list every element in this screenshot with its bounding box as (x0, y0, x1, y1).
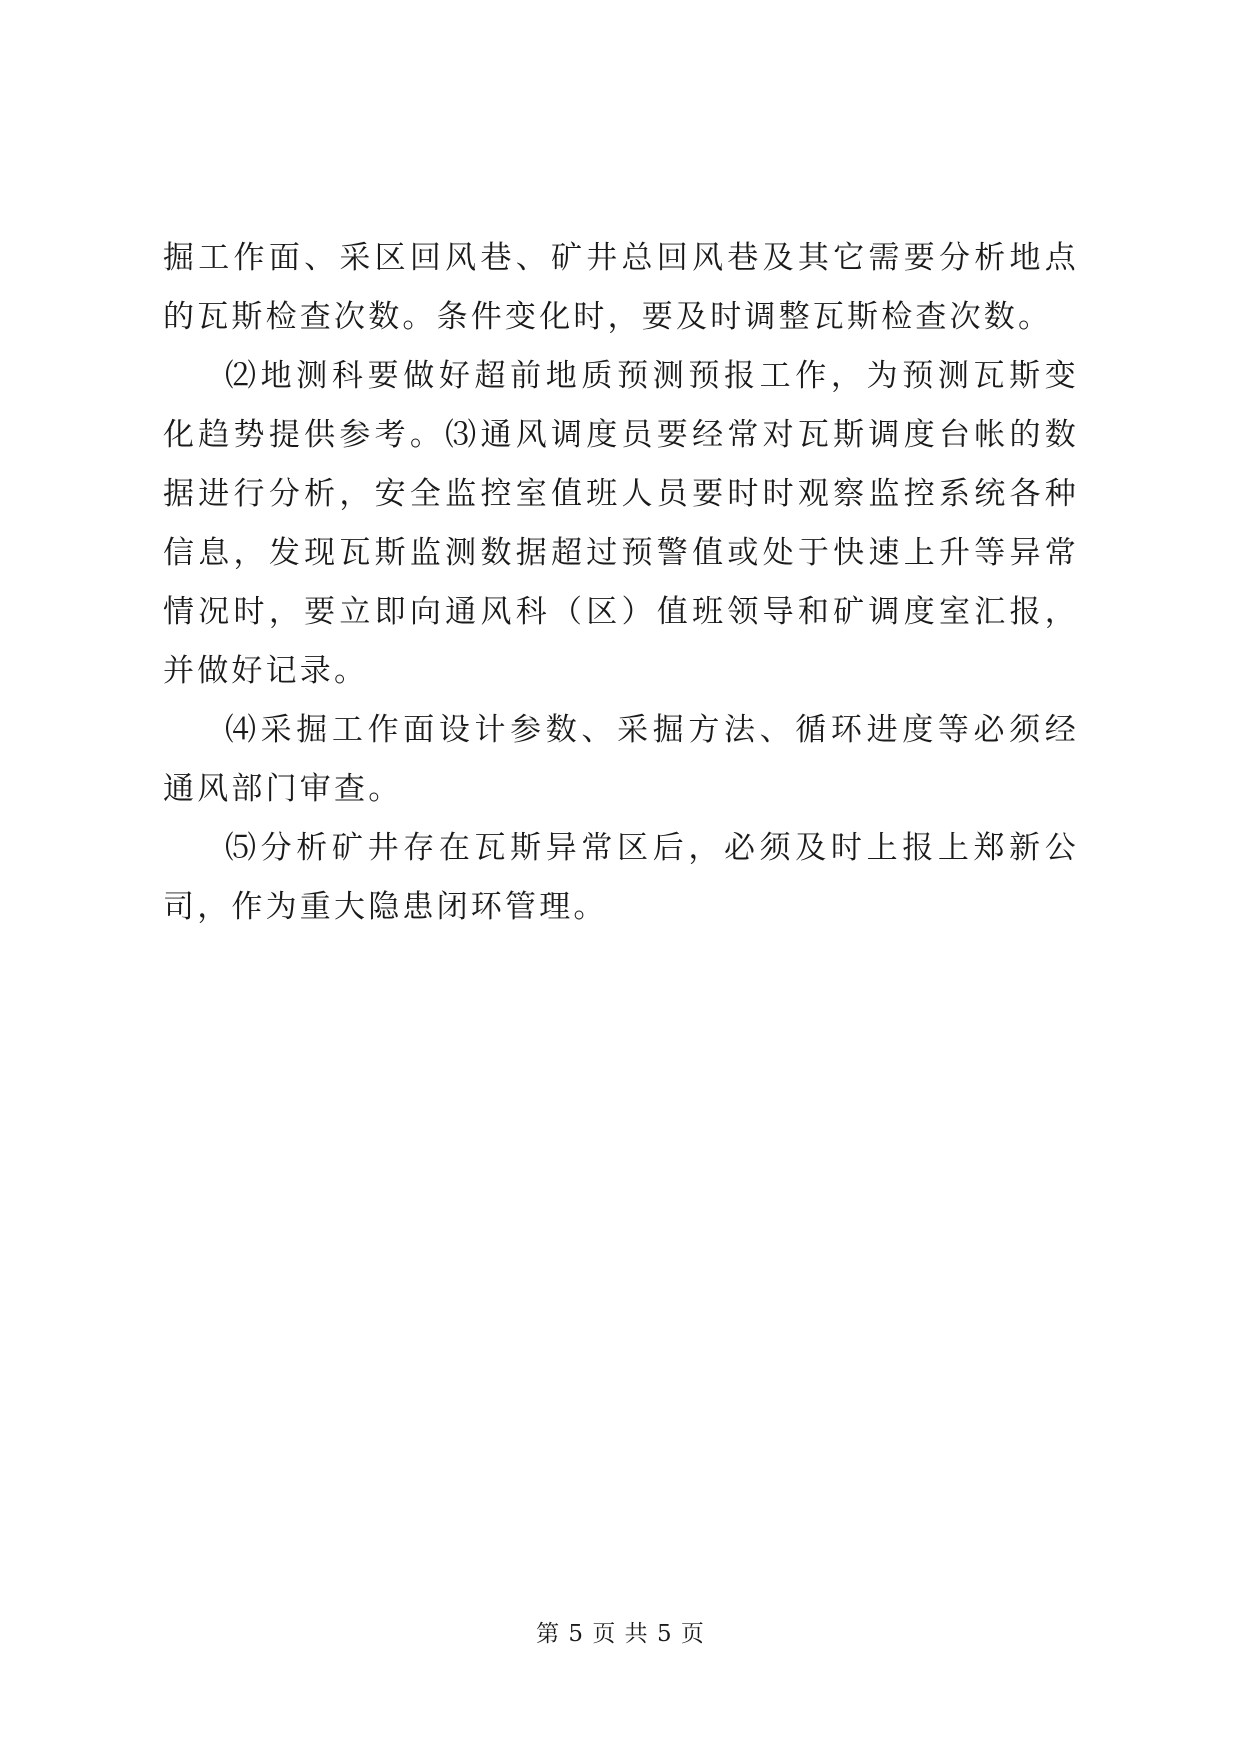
paragraph-item-2-3: ⑵地测科要做好超前地质预测预报工作，为预测瓦斯变化趋势提供参考。⑶通风调度员要经常对瓦斯调度台帐的数据进行分析，安全监控室值班人员要时时观察监控系统各种信息，发现瓦斯监测数据超过预警值或处于快速上升等异常情况时，要立即向通风科（区）值班领导和矿调度室汇报，并做好记录。 (163, 358, 1079, 689)
paragraph-continuation: 掘工作面、采区回风巷、矿井总回风巷及其它需要分析地点的瓦斯检查次数。条件变化时，要及时调整瓦斯检查次数。 (163, 240, 1079, 335)
paragraph-item-5: ⑸分析矿井存在瓦斯异常区后，必须及时上报上郑新公司，作为重大隐患闭环管理。 (163, 830, 1079, 925)
page-number-footer: 第 5 页 共 5 页 (536, 1621, 705, 1647)
body-text (163, 229, 1079, 937)
paragraph-item-4: ⑷采掘工作面设计参数、采掘方法、循环进度等必须经通风部门审查。 (163, 712, 1079, 807)
